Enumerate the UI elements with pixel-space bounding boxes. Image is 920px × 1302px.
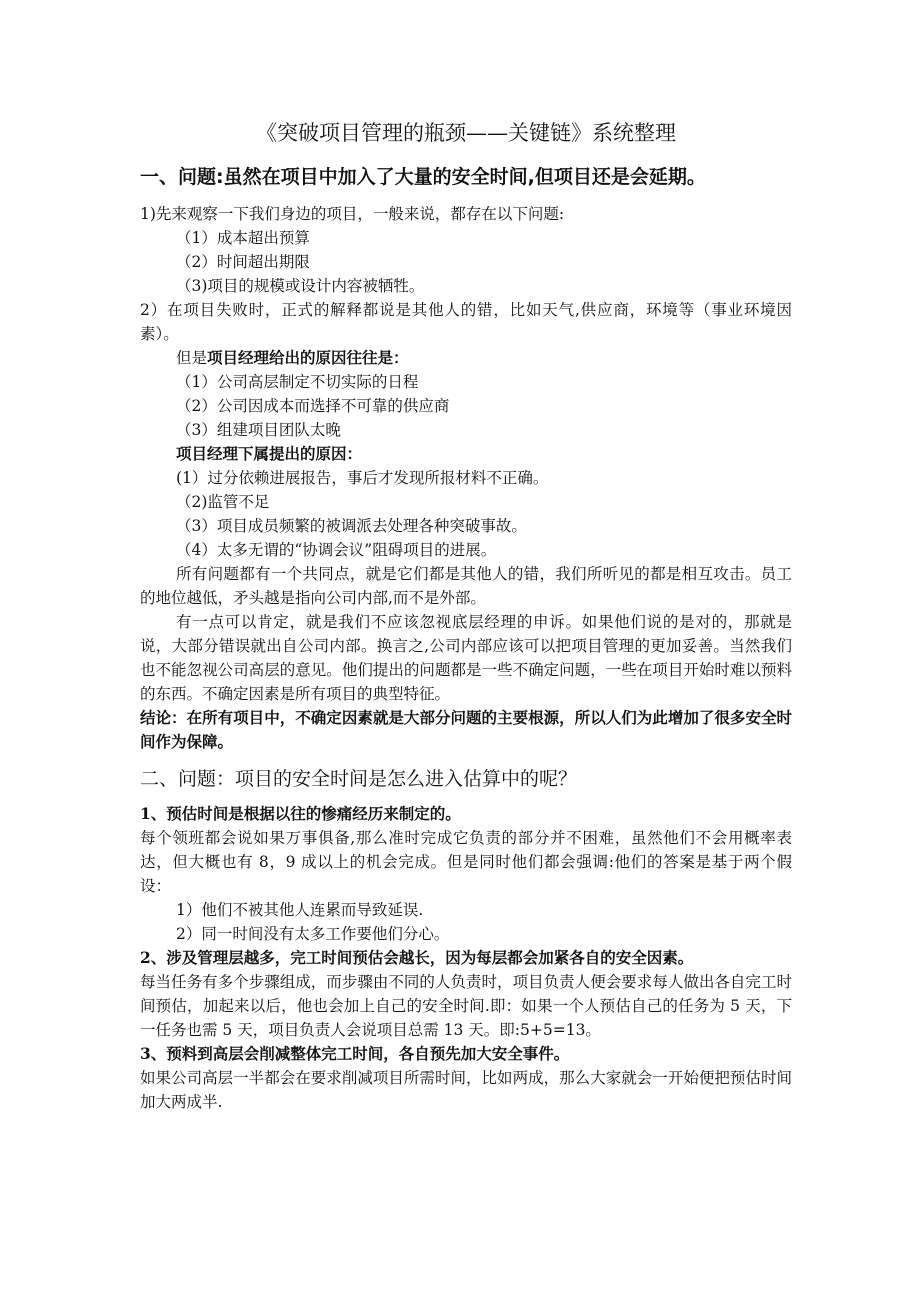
- document-title: 《突破项目管理的瓶颈——关键链》系统整理: [256, 121, 676, 145]
- section-2-heading: 二、问题：项目的安全时间是怎么进入估算中的呢？: [140, 768, 578, 790]
- item-3-text: 如果公司高层一半都会在要求削减项目所需时间，比如两成，那么大家就会一开始便把预估时间加大两成半.: [140, 1069, 792, 1111]
- pm-reason-item: （1）公司高层制定不切实际的日程: [176, 373, 419, 391]
- item-2-text: 每当任务有多个步骤组成，而步骤由不同的人负责时，项目负责人便会要求每人做出各自完工时间预估，加起来以后，他也会加上自己的安全时间.即：如果一个人预估自己的任务为 5 天，下一任务也需 5 天，项目负责人会说项目总需 13 天。即:5+5=13。: [140, 973, 792, 1039]
- pm-reasons-lead-bold: 项目经理给出的原因往往是：: [207, 348, 409, 367]
- failure-explanation-paragraph: 2）在项目失败时，正式的解释都说是其他人的错，比如天气,供应商，环境等（事业环境因素）。: [140, 301, 792, 343]
- problem-list-item: （1）成本超出预算: [176, 229, 310, 247]
- section-1-intro: 1)先来观察一下我们身边的项目，一般来说，都存在以下问题:: [140, 205, 565, 223]
- item-2-heading: 2、涉及管理层越多，完工时间预估会越长，因为每层都会加紧各自的安全因素。: [140, 948, 694, 967]
- item-3-heading: 3、预料到高层会削减整体完工时间，各自预先加大安全事件。: [140, 1044, 570, 1063]
- problem-list-item: （2）时间超出期限: [176, 253, 310, 271]
- item-1-text: 每个领班都会说如果万事俱备,那么准时完成它负责的部分并不困难，虽然他们不会用概率表达，但大概也有 8，9 成以上的机会完成。但是同时他们都会强调:他们的答案是基于两个假设：: [140, 829, 792, 895]
- internal-cause-paragraph: 有一点可以肯定，就是我们不应该忽视底层经理的申诉。如果他们说的是对的，那就是说，大部分错误就出自公司内部。换言之,公司内部应该可以把项目管理的更加妥善。当然我们也不能忽视公司高层的意见。他们提出的问题都是一些不确定问题，一些在项目开始时难以预料的东西。不确定因素是所有项目的典型特征。: [140, 613, 792, 703]
- section-1-heading: 一、问题:虽然在项目中加入了大量的安全时间,但项目还是会延期。: [140, 166, 706, 188]
- subordinate-reason-item: (1）过分依赖进展报告，事后才发现所报材料不正确。: [176, 469, 549, 487]
- document-page: [140, 118, 792, 1114]
- assumption-item: 1）他们不被其他人连累而导致延误.: [176, 901, 424, 919]
- item-1-heading: 1、预估时间是根据以往的惨痛经历来制定的。: [140, 804, 461, 823]
- subordinate-reason-item: （3）项目成员频繁的被调派去处理各种突破事故。: [176, 517, 527, 535]
- subordinate-reason-item: （2)监管不足: [176, 493, 270, 511]
- subordinate-reason-item: （4）太多无谓的“协调会议”阻碍项目的进展。: [176, 541, 497, 559]
- common-point-paragraph: 所有问题都有一个共同点，就是它们都是其他人的错，我们所听见的都是相互攻击。员工的地位越低，矛头越是指向公司内部,而不是外部。: [140, 565, 792, 607]
- assumption-item: 2）同一时间没有太多工作要他们分心。: [176, 925, 450, 943]
- pm-reason-item: （2）公司因成本而选择不可靠的供应商: [176, 397, 450, 415]
- pm-reason-item: （3）组建项目团队太晚: [176, 421, 341, 439]
- problem-list-item: （3)项目的规模或设计内容被牺牲。: [176, 277, 425, 295]
- subordinate-reasons-heading: 项目经理下属提出的原因：: [176, 444, 363, 463]
- conclusion-paragraph: 结论：在所有项目中，不确定因素就是大部分问题的主要根源，所以人们为此增加了很多安全时间作为保障。: [140, 708, 792, 751]
- pm-reasons-lead-plain: 但是: [176, 349, 208, 367]
- pm-reasons-lead: [140, 346, 792, 370]
